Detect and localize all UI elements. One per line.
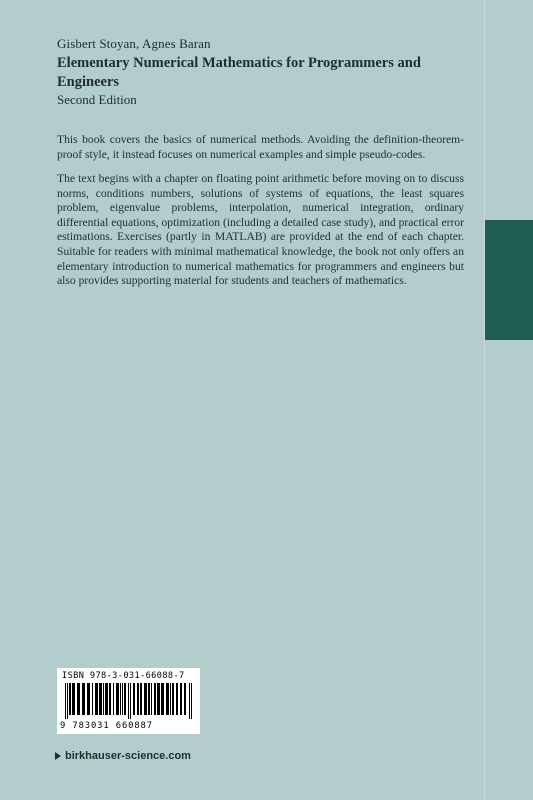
barcode-bar — [144, 683, 147, 715]
barcode-bar — [95, 683, 98, 715]
barcode-bar — [116, 683, 119, 715]
barcode-bar — [122, 683, 123, 715]
barcode-bar — [184, 683, 186, 715]
ean-digits: 9 783031 660887 — [60, 721, 153, 731]
barcode-bar — [77, 683, 80, 715]
barcode-bar — [154, 683, 156, 715]
isbn-barcode — [57, 668, 200, 734]
spine-edge-line — [484, 0, 485, 800]
barcode-bar — [67, 683, 68, 719]
barcode-bar — [157, 683, 160, 715]
barcode-bar — [99, 683, 102, 715]
edition: Second Edition — [57, 92, 137, 107]
book-title: Elementary Numerical Mathematics for Programmers and Engineers — [57, 55, 421, 90]
blurb-paragraph-1: This book covers the basics of numerical methods. Avoiding the definition-theorem-proof style, it instead focuses on numerical examples and simple pseudo-codes. — [57, 133, 464, 161]
barcode-bar — [161, 683, 164, 715]
barcode-bar — [133, 683, 135, 715]
barcode-bar — [92, 683, 93, 715]
barcode-bar — [140, 683, 142, 715]
barcode-bar — [105, 683, 108, 715]
barcode-bar — [120, 683, 121, 715]
barcode-bar — [113, 683, 114, 715]
barcode-bar — [103, 683, 104, 715]
barcode-bar — [176, 683, 178, 715]
arrow-right-icon — [55, 752, 61, 760]
barcode-bar — [170, 683, 171, 715]
barcode-bar — [72, 683, 75, 715]
barcode-bar — [172, 683, 174, 715]
barcode-bars — [65, 683, 193, 719]
barcode-bar — [124, 683, 126, 715]
barcode-bar — [130, 683, 131, 719]
blurb-paragraph-2: The text begins with a chapter on floating point arithmetic before moving on to discuss norms, conditions numbers, solutions of systems of equations, the least squares problem, eigenvalue problems, interpolation, numerical integration, ordinary differential equations, optimization (including a detailed case study), and practical error estimations. Exercises (partly in MATLAB) are provided at the end of each chapter. Suitable for readers with minimal mathematical knowledge, the book not only offers an elementary introduction to numerical mathematics for programmers and engineers but also provides supporting material for students and teachers of mathematics. — [57, 172, 464, 288]
barcode-bar — [69, 683, 71, 715]
barcode-bar — [82, 683, 85, 715]
publisher-link[interactable] — [55, 750, 191, 762]
barcode-bar — [128, 683, 129, 719]
barcode-graphic — [65, 683, 193, 719]
publisher-url: birkhauser-science.com — [65, 750, 191, 762]
barcode-bar — [189, 683, 190, 719]
barcode-bar — [151, 683, 152, 715]
barcode-bar — [109, 683, 111, 715]
accent-color-bar — [485, 220, 533, 340]
authors: Gisbert Stoyan, Agnes Baran — [57, 36, 211, 51]
barcode-bar — [191, 683, 192, 719]
barcode-bar — [180, 683, 182, 715]
barcode-bar — [137, 683, 139, 715]
barcode-bar — [166, 683, 169, 715]
barcode-bar — [148, 683, 150, 715]
barcode-bar — [65, 683, 66, 719]
isbn-label: ISBN 978-3-031-66088-7 — [62, 671, 185, 681]
barcode-bar — [87, 683, 90, 715]
